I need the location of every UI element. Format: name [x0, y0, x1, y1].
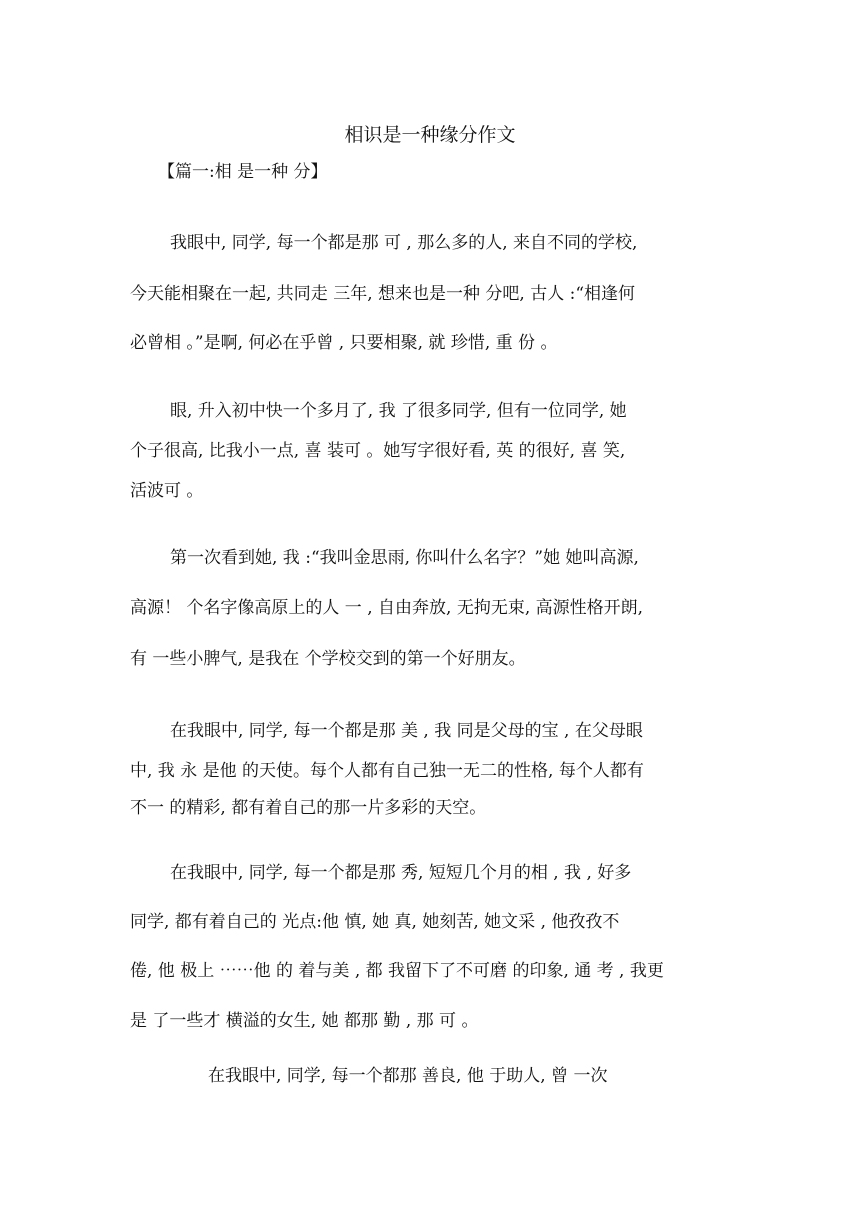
paragraph-3-line-1: 第一次看到她, 我 :“我叫金思雨, 你叫什么名字？”她 她叫高源, — [170, 548, 639, 568]
paragraph-1-line-1: 我眼中, 同学, 每一个都是那 可 , 那么多的人, 来自不同的学校, — [170, 233, 638, 253]
paragraph-2-line-3: 活波可 。 — [130, 481, 204, 501]
paragraph-4-line-2: 中, 我 永 是他 的天使。每个人都有自己独一无二的性格, 每个人都有 — [130, 761, 644, 781]
paragraph-5-line-1: 在我眼中, 同学, 每一个都是那 秀, 短短几个月的相 , 我 , 好多 — [170, 863, 632, 883]
paragraph-2-line-2: 个子很高, 比我小一点, 喜 装可 。她写字很好看, 英 的很好, 喜 笑, — [130, 441, 626, 461]
paragraph-6-line-1: 在我眼中, 同学, 每一个都那 善良, 他 于助人, 曾 一次 — [208, 1066, 608, 1086]
paragraph-5-line-3: 倦, 他 极上 ⋯⋯他 的 着与美 , 都 我留下了不可磨 的印象, 通 考 , 我更 — [130, 961, 664, 981]
paragraph-2-line-1: 眼, 升入初中快一个多月了, 我 了很多同学, 但有一位同学, 她 — [170, 401, 627, 421]
document-title: 相识是一种缘分作文 — [344, 124, 516, 146]
paragraph-4-line-3: 不一 的精彩, 都有着自己的那一片多彩的天空。 — [130, 798, 487, 818]
paragraph-1-line-2: 今天能相聚在一起, 共同走 三年, 想来也是一种 分吧, 古人 :“相逢何 — [130, 284, 636, 304]
paragraph-3-line-2: 高源！ 个名字像高原上的人 一 , 自由奔放, 无拘无束, 高源性格开朗, — [130, 598, 644, 618]
section-heading: 【篇一:相 是一种 分】 — [158, 162, 328, 182]
paragraph-5-line-4: 是 了一些才 横溢的女生, 她 都那 勤 , 那 可 。 — [130, 1011, 479, 1031]
paragraph-5-line-2: 同学, 都有着自己的 光点:他 慎, 她 真, 她刻苦, 她文采 , 他孜孜不 — [130, 912, 620, 932]
paragraph-1-line-3: 必曾相 。”是啊, 何必在乎曾 , 只要相聚, 就 珍惜, 重 份 。 — [130, 333, 558, 353]
paragraph-3-line-3: 有 一些小脾气, 是我在 个学校交到的第一个好朋友。 — [130, 649, 526, 669]
paragraph-4-line-1: 在我眼中, 同学, 每一个都是那 美 , 我 同是父母的宝 , 在父母眼 — [170, 721, 643, 741]
